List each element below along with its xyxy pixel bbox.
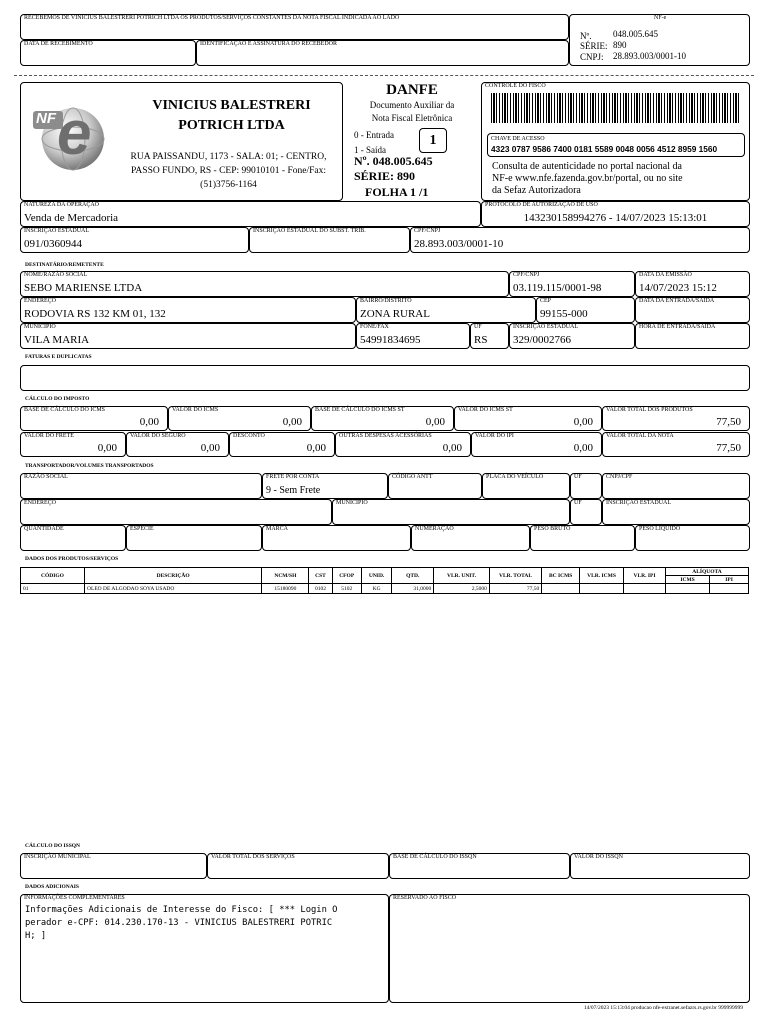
th-cst: CST bbox=[309, 568, 332, 584]
dest-municipio bbox=[20, 323, 356, 349]
info-line-3: H; ] bbox=[25, 931, 47, 941]
dest-hora-label: HORA DE ENTRADA/SAÍDA bbox=[639, 324, 716, 330]
v-icms-st bbox=[454, 406, 602, 431]
canhoto-numero-label: Nº. bbox=[580, 31, 592, 41]
emitente-nome-l2: POTRICH LTDA bbox=[178, 118, 285, 133]
nfe-logo-text: NF bbox=[36, 110, 56, 127]
bc-icms-value: 0,00 bbox=[139, 416, 159, 428]
issqn-im-label: INSCRIÇÃO MUNICIPAL bbox=[24, 854, 91, 860]
dest-section: DESTINATÁRIO/REMETENTE bbox=[25, 262, 104, 268]
table-row bbox=[21, 584, 749, 594]
chave-acesso: 4323 0787 9586 7400 0181 5589 0048 0056 4512 8959 1560 bbox=[491, 144, 718, 154]
ipi-label: VALOR DO IPI bbox=[475, 433, 514, 439]
issqn-vserv bbox=[207, 853, 389, 879]
transp-peso-liquido-label: PESO LÍQUIDO bbox=[639, 526, 681, 532]
dest-cep-value: 99155-000 bbox=[540, 308, 588, 320]
transp-numeracao-label: NUMERAÇÃO bbox=[415, 526, 454, 532]
th-bc-icms: BC ICMS bbox=[542, 568, 580, 584]
issqn-v-label: VALOR DO ISSQN bbox=[574, 854, 623, 860]
transp-quantidade bbox=[20, 525, 126, 551]
natureza-operacao bbox=[20, 201, 481, 227]
transp-placa bbox=[482, 473, 570, 499]
v-seguro bbox=[126, 432, 229, 457]
info-label: INFORMAÇÕES COMPLEMENTARES bbox=[24, 895, 125, 901]
dest-cnpj-label: CPF/CNPJ bbox=[513, 272, 540, 278]
emitente-endereco-l1: RUA PAISSANDU, 1173 - SALA: 01; - CENTRO, bbox=[130, 152, 327, 162]
info-line-2: perador e-CPF: 014.230.170-13 - VINICIUS BALESTRERI POTRIC bbox=[25, 918, 333, 928]
danfe-tipo-box bbox=[419, 128, 447, 153]
chave-acesso-box bbox=[487, 133, 745, 157]
danfe-sub-l1: Documento Auxiliar da bbox=[369, 100, 455, 110]
transp-frete bbox=[262, 473, 388, 499]
v-outras bbox=[335, 432, 471, 457]
issqn-v bbox=[570, 853, 750, 879]
desconto-label: DESCONTO bbox=[233, 433, 265, 439]
protocolo-label: PROTOCOLO DE AUTORIZAÇÃO DE USO bbox=[485, 202, 598, 208]
transp-especie-label: ESPÉCIE bbox=[130, 526, 154, 532]
dest-endereco-label: ENDEREÇO bbox=[24, 298, 56, 304]
dest-bairro-label: BAIRRO/DISTRITO bbox=[360, 298, 412, 304]
transp-cnpj-label: CNPJ/CPF bbox=[606, 474, 633, 480]
nfe-label: NF-e bbox=[654, 15, 667, 21]
dest-municipio-label: MUNICÍPIO bbox=[24, 324, 56, 330]
th-descricao: DESCRIÇÃO bbox=[84, 568, 261, 584]
dest-fone-label: FONE/FAX bbox=[360, 324, 389, 330]
frete-value: 0,00 bbox=[97, 442, 117, 454]
reservado-label: RESERVADO AO FISCO bbox=[393, 895, 457, 901]
th-aliq-icms: ICMS bbox=[666, 576, 710, 584]
th-ncm: NCM/SH bbox=[262, 568, 309, 584]
frete-label: VALOR DO FRETE bbox=[24, 433, 74, 439]
transp-antt-label: CÓDIGO ANTT bbox=[392, 474, 433, 480]
natureza-value: Venda de Mercadoria bbox=[24, 212, 119, 224]
transp-razao bbox=[20, 473, 262, 499]
transp-municipio-label: MUNICÍPIO bbox=[336, 500, 368, 506]
v-icms-label: VALOR DO ICMS bbox=[172, 407, 219, 413]
transp-uf2 bbox=[570, 499, 602, 525]
ie-value: 091/0360944 bbox=[24, 238, 83, 250]
danfe-numero: Nº. 048.005.645 bbox=[354, 154, 433, 168]
danfe-tipo: 1 bbox=[429, 133, 437, 148]
cell-aliq-icms bbox=[666, 584, 710, 594]
dest-uf bbox=[470, 323, 509, 349]
cnpj-emit-value: 28.893.003/0001-10 bbox=[414, 238, 504, 250]
danfe-folha: FOLHA 1 /1 bbox=[365, 185, 429, 199]
dest-nome-value: SEBO MARIENSE LTDA bbox=[24, 282, 143, 294]
nfe-logo-e: e bbox=[57, 99, 92, 168]
transp-ie bbox=[602, 499, 750, 525]
v-total-nota bbox=[602, 432, 750, 457]
danfe-saida: 1 - Saída bbox=[354, 145, 386, 155]
dest-ie-value: 329/0002766 bbox=[513, 334, 572, 346]
transp-placa-label: PLACA DO VEÍCULO bbox=[486, 474, 544, 480]
th-unid: UNID. bbox=[361, 568, 391, 584]
controle-fisco-box bbox=[481, 82, 750, 201]
v-nota-label: VALOR TOTAL DA NOTA bbox=[606, 433, 674, 439]
transp-uf bbox=[570, 473, 602, 499]
cell-bc-icms bbox=[542, 584, 580, 594]
issqn-section: CÁLCULO DO ISSQN bbox=[25, 843, 81, 849]
danfe-box bbox=[343, 82, 481, 201]
transp-marca-label: MARCA bbox=[266, 526, 289, 532]
cnpj-emit-label: CPF/CNPJ bbox=[414, 228, 441, 234]
nfe-logo bbox=[31, 101, 111, 173]
emitente-nome-l1: VINICIUS BALESTRERI bbox=[152, 98, 311, 113]
consulta-l1: Consulta de autenticidade no portal nacional da bbox=[492, 161, 682, 172]
dest-nome bbox=[20, 271, 509, 297]
th-vlr-total: VLR. TOTAL bbox=[489, 568, 541, 584]
canhoto-serie: 890 bbox=[613, 40, 627, 50]
adicionais-section: DADOS ADICIONAIS bbox=[25, 884, 79, 890]
transp-numeracao bbox=[411, 525, 530, 551]
transp-municipio bbox=[332, 499, 570, 525]
footer-text: 14/07/2023 15:13:04 producao nfe-extranet.sefazrs.rs.gov.br 999999999 bbox=[583, 1005, 743, 1011]
cell-vlr-icms bbox=[580, 584, 624, 594]
canhoto-identificacao bbox=[196, 40, 569, 66]
cut-line bbox=[14, 75, 754, 76]
v-icms bbox=[168, 406, 311, 431]
issqn-vserv-label: VALOR TOTAL DOS SERVIÇOS bbox=[211, 854, 295, 860]
dest-ie bbox=[509, 323, 635, 349]
barcode bbox=[491, 93, 741, 123]
ipi-value: 0,00 bbox=[573, 442, 593, 454]
v-ipi bbox=[471, 432, 602, 457]
chave-acesso-label: CHAVE DE ACESSO bbox=[491, 136, 545, 142]
protocolo-value: 143230158994276 - 14/07/2023 15:13:01 bbox=[523, 212, 708, 224]
protocolo-autorizacao bbox=[481, 201, 750, 227]
dest-fone bbox=[356, 323, 470, 349]
dest-emissao bbox=[635, 271, 750, 297]
transp-cnpj bbox=[602, 473, 750, 499]
canhoto-numero: 048.005.645 bbox=[613, 29, 658, 39]
controle-fisco-label: CONTROLE DO FISCO bbox=[485, 83, 546, 89]
transp-uf-label: UF bbox=[574, 474, 582, 480]
dest-hora bbox=[635, 323, 750, 349]
transp-peso-bruto-label: PESO BRUTO bbox=[534, 526, 571, 532]
emitente-endereco-l3: (51)3756-1164 bbox=[200, 180, 257, 190]
inscricao-estadual bbox=[20, 227, 249, 253]
dest-entrada-saida bbox=[635, 297, 750, 323]
dest-cep bbox=[536, 297, 635, 323]
cell-aliq-ipi bbox=[710, 584, 749, 594]
dest-emissao-value: 14/07/2023 15:12 bbox=[639, 282, 717, 294]
dest-emissao-label: DATA DA EMISSÃO bbox=[639, 272, 692, 278]
cell-codigo: 01 bbox=[21, 584, 85, 594]
v-prod-value: 77,50 bbox=[716, 416, 741, 428]
transp-especie bbox=[126, 525, 262, 551]
danfe-sub-l2: Nota Fiscal Eletrônica bbox=[371, 113, 453, 123]
transp-ie-label: INSCRIÇÃO ESTADUAL bbox=[606, 500, 672, 506]
outras-value: 0,00 bbox=[442, 442, 462, 454]
canhoto-recebemos-text: RECEBEMOS DE VINICIUS BALESTRERI POTRICH LTDA OS PRODUTOS/SERVIÇOS CONSTANTES DA NOTA FISCAL INDICADA AO LADO bbox=[24, 15, 400, 21]
cell-ncm: 15180090 bbox=[262, 584, 309, 594]
transp-marca bbox=[262, 525, 411, 551]
danfe-entrada: 0 - Entrada bbox=[354, 130, 394, 140]
transp-frete-label: FRETE POR CONTA bbox=[266, 474, 320, 480]
dest-bairro bbox=[356, 297, 536, 323]
issqn-bc bbox=[389, 853, 570, 879]
cell-descricao: OLEO DE ALGODAO SOYA USADO bbox=[84, 584, 261, 594]
dest-endereco bbox=[20, 297, 356, 323]
cnpj-emitente bbox=[410, 227, 750, 253]
seguro-label: VALOR DO SEGURO bbox=[130, 433, 186, 439]
th-vlr-icms: VLR. ICMS bbox=[580, 568, 624, 584]
v-icms-value: 0,00 bbox=[282, 416, 302, 428]
bc-st-value: 0,00 bbox=[425, 416, 445, 428]
v-nota-value: 77,50 bbox=[716, 442, 741, 454]
faturas-box bbox=[20, 365, 750, 391]
faturas-section: FATURAS E DUPLICATAS bbox=[25, 354, 92, 360]
canhoto-recebemos bbox=[20, 14, 569, 40]
canhoto-data-recebimento bbox=[20, 40, 196, 66]
dest-fone-value: 54991834695 bbox=[360, 334, 421, 346]
dest-cnpj-value: 03.119.115/0001-98 bbox=[513, 282, 602, 294]
v-st-label: VALOR DO ICMS ST bbox=[458, 407, 513, 413]
dest-cep-label: CEP bbox=[540, 298, 552, 304]
v-desconto bbox=[229, 432, 335, 457]
produtos-table bbox=[20, 567, 749, 594]
transp-qtd-label: QUANTIDADE bbox=[24, 526, 64, 532]
canhoto-cnpj: 28.893.003/0001-10 bbox=[613, 51, 686, 61]
canhoto-nfe-box bbox=[569, 14, 750, 66]
transp-razao-label: RAZÃO SOCIAL bbox=[24, 474, 68, 480]
dest-endereco-value: RODOVIA RS 132 KM 01, 132 bbox=[24, 308, 166, 320]
dest-bairro-value: ZONA RURAL bbox=[360, 308, 430, 320]
consulta-l2: NF-e www.nfe.fazenda.gov.br/portal, ou no site bbox=[492, 173, 683, 184]
dest-uf-label: UF bbox=[474, 324, 482, 330]
emitente-endereco-l2: PASSO FUNDO, RS - CEP: 99010101 - Fone/Fax: bbox=[131, 166, 326, 176]
canhoto-serie-label: SÉRIE: bbox=[580, 41, 608, 51]
th-cfop: CFOP bbox=[332, 568, 361, 584]
issqn-im bbox=[20, 853, 207, 879]
outras-label: OUTRAS DESPESAS ACESSÓRIAS bbox=[339, 433, 432, 439]
info-complementares bbox=[20, 894, 389, 1003]
ie-label: INSCRIÇÃO ESTADUAL bbox=[24, 228, 90, 234]
ie-st-label: INSCRIÇÃO ESTADUAL DO SUBST. TRIB. bbox=[253, 228, 366, 234]
v-frete bbox=[20, 432, 126, 457]
v-total-produtos bbox=[602, 406, 750, 431]
th-qtd: QTD. bbox=[392, 568, 434, 584]
cell-vlr-unit: 2,5000 bbox=[434, 584, 490, 594]
transp-uf2-label: UF bbox=[574, 500, 582, 506]
v-prod-label: VALOR TOTAL DOS PRODUTOS bbox=[606, 407, 693, 413]
th-vlr-ipi: VLR. IPI bbox=[624, 568, 666, 584]
cell-unid: KG bbox=[361, 584, 391, 594]
inscricao-estadual-st bbox=[249, 227, 410, 253]
dest-ie-label: INSCRIÇÃO ESTADUAL bbox=[513, 324, 579, 330]
th-aliquota: ALÍQUOTA bbox=[666, 568, 749, 576]
bc-icms-st bbox=[311, 406, 454, 431]
th-codigo: CÓDIGO bbox=[21, 568, 85, 584]
dest-uf-value: RS bbox=[474, 334, 488, 346]
transp-antt bbox=[388, 473, 482, 499]
bc-icms-label: BASE DE CÁLCULO DO ICMS bbox=[24, 407, 106, 413]
th-vlr-unit: VLR. UNIT. bbox=[434, 568, 490, 584]
transp-frete-value: 9 - Sem Frete bbox=[266, 485, 321, 496]
canhoto-cnpj-label: CNPJ: bbox=[580, 52, 604, 62]
emitente-box bbox=[20, 82, 343, 201]
dest-entrada-saida-label: DATA DA ENTRADA/SAÍDA bbox=[639, 298, 715, 304]
transp-peso-liquido bbox=[635, 525, 750, 551]
v-st-value: 0,00 bbox=[573, 416, 593, 428]
transp-endereco bbox=[20, 499, 332, 525]
dest-nome-label: NOME/RAZÃO SOCIAL bbox=[24, 272, 88, 278]
consulta-l3: da Sefaz Autorizadora bbox=[492, 185, 581, 196]
th-aliq-ipi: IPI bbox=[710, 576, 749, 584]
produtos-section: DADOS DOS PRODUTOS/SERVIÇOS bbox=[25, 556, 119, 562]
cell-qtd: 31,0000 bbox=[392, 584, 434, 594]
data-recebimento-label: DATA DE RECEBIMENTO bbox=[24, 41, 93, 47]
cell-cfop: 5102 bbox=[332, 584, 361, 594]
imposto-section: CÁLCULO DO IMPOSTO bbox=[25, 396, 90, 402]
seguro-value: 0,00 bbox=[200, 442, 220, 454]
transp-peso-bruto bbox=[530, 525, 635, 551]
dest-municipio-value: VILA MARIA bbox=[24, 334, 90, 346]
cell-vlr-total: 77,50 bbox=[489, 584, 541, 594]
identificacao-label: IDENTIFICAÇÃO E ASSINATURA DO RECEBEDOR bbox=[200, 41, 338, 47]
transp-section: TRANSPORTADOR/VOLUMES TRANSPORTADOS bbox=[25, 463, 154, 469]
transp-endereco-label: ENDEREÇO bbox=[24, 500, 56, 506]
cell-cst: 0102 bbox=[309, 584, 332, 594]
reservado-fisco bbox=[389, 894, 750, 1003]
danfe-serie: SÉRIE: 890 bbox=[354, 169, 416, 183]
desconto-value: 0,00 bbox=[306, 442, 326, 454]
bc-icms bbox=[20, 406, 168, 431]
cell-vlr-ipi bbox=[624, 584, 666, 594]
issqn-bc-label: BASE DE CÁLCULO DO ISSQN bbox=[393, 854, 477, 860]
natureza-label: NATUREZA DA OPERAÇÃO bbox=[24, 202, 100, 208]
info-line-1: Informações Adicionais de Interesse do Fisco: [ *** Login O bbox=[25, 905, 338, 915]
danfe-title: DANFE bbox=[386, 82, 438, 98]
bc-st-label: BASE DE CÁLCULO DO ICMS ST bbox=[315, 407, 405, 413]
dest-cnpj bbox=[509, 271, 635, 297]
